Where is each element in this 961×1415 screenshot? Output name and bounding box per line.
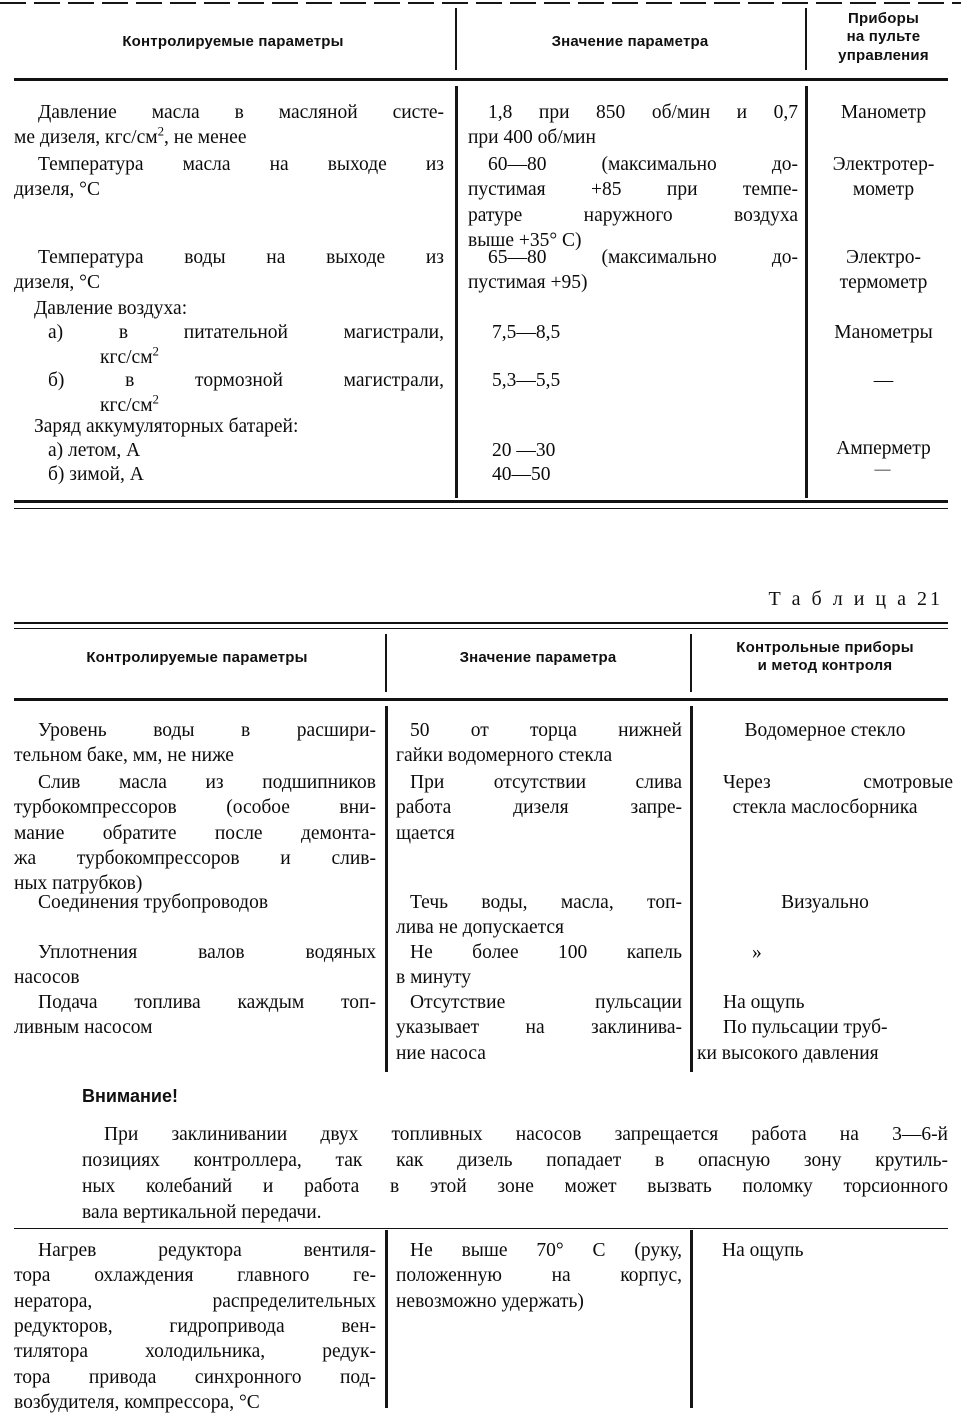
table-21-top-rule-2 xyxy=(14,628,948,629)
param-line: Нагрев редуктора вентиля- xyxy=(38,1240,376,1261)
param-line: дизеля, °С xyxy=(14,179,100,201)
device-line: мометр xyxy=(852,179,915,201)
param-line: ме дизеля, кгс/$см^2$, не менее xyxy=(14,124,247,149)
table-20-body-divider-1 xyxy=(455,86,458,498)
table-20-row-1-param xyxy=(14,100,444,151)
value-line: 50 от торца нижней xyxy=(410,720,682,741)
sub-item-line: б) зимой, А xyxy=(48,464,144,485)
param-line: редукторов, гидропривода вен- xyxy=(14,1316,376,1338)
table-20-row-5-sub-a xyxy=(48,438,444,463)
table-20-row-4-param xyxy=(14,296,444,321)
param-line: Уплотнения валов водяных xyxy=(38,942,376,963)
value-line: при 400 об/мин xyxy=(468,127,596,149)
param-line: тилятора холодильника, редук- xyxy=(14,1341,376,1363)
table-21-body-divider-2 xyxy=(690,706,693,1072)
device-line: Электротер- xyxy=(832,154,935,175)
table-20-row-5-value-b: 40—50 xyxy=(492,464,551,485)
warning-line: ных колебаний и работа в этой зоне может вызвать поломку торсионного xyxy=(82,1175,948,1197)
table-21-row-4-param xyxy=(14,940,376,991)
table-20-row-5-value-a: 20 —30 xyxy=(492,440,556,461)
value-line: пустимая +95) xyxy=(468,272,588,294)
param-line: тора охлаждения главного ге- xyxy=(14,1265,376,1287)
param-line: ных патрубков) xyxy=(14,873,143,895)
param-line: ливным насосом xyxy=(14,1017,153,1039)
value-line: ние насоса xyxy=(396,1042,486,1064)
value-line: 60—80 (максимально до- xyxy=(488,154,798,175)
table-20-row-4-sub-a xyxy=(48,320,444,371)
table-20-row-3-device xyxy=(812,245,955,296)
value-line: При отсутствии слива xyxy=(410,772,682,793)
sub-item-line: а) летом, А xyxy=(48,440,141,461)
table-21-row-3-value xyxy=(396,890,682,941)
value-line: лива не допускается xyxy=(396,917,564,939)
table-20-header-divider-1 xyxy=(455,8,457,70)
value-line: 1,8 при 850 об/мин и 0,7 xyxy=(488,102,798,123)
param-line: Подача топлива каждым топ- xyxy=(38,992,376,1013)
table-21-last-row-top-rule xyxy=(14,1228,948,1229)
table-21-header-divider-2 xyxy=(690,634,692,692)
table-21-row-2-param xyxy=(14,770,376,897)
param-line: Температура масла на выходе из xyxy=(38,154,444,175)
param-line: Уровень воды в расшири- xyxy=(38,720,376,741)
table-20-header-col1: Контролируемые параметры xyxy=(122,33,344,50)
param-line: Давление воздуха: xyxy=(34,298,188,319)
table-21-header-divider-1 xyxy=(385,634,387,692)
param-line: мание обратите после демонта- xyxy=(14,822,376,844)
table-20-bottom-rule-2 xyxy=(14,508,948,509)
table-21-row-1-method: Водомерное стекло xyxy=(744,720,906,741)
table-21-header-col2: Значение параметра xyxy=(459,649,617,666)
table-20-row-5-param xyxy=(14,414,444,439)
table-20-body-divider-2 xyxy=(805,86,808,498)
value-line: Не более 100 капель xyxy=(410,942,682,963)
table-21-row-4-value xyxy=(396,940,682,991)
method-line: На ощупь xyxy=(723,992,805,1013)
param-line: тора привода синхронного под- xyxy=(14,1366,376,1388)
method-line: ки высокого давления xyxy=(697,1042,879,1064)
value-line: Не выше 70° С (руку, xyxy=(410,1240,682,1261)
table-21-last-row-method: На ощупь xyxy=(722,1240,804,1261)
table-20-bottom-rule-1 xyxy=(14,500,948,503)
table-20-top-rule xyxy=(0,2,961,4)
table-21-header-col3-line1: Контрольные приборы xyxy=(736,639,914,656)
value-line: щается xyxy=(396,822,455,844)
value-line: гайки водомерного стекла xyxy=(396,745,613,767)
table-21-body-divider-1 xyxy=(385,706,388,1072)
param-line: Температура воды на выходе из xyxy=(38,247,444,268)
table-20-header-col3 xyxy=(812,10,955,65)
value-line: невозможно удержать) xyxy=(396,1290,584,1312)
warning-line: вала вертикальной передачи. xyxy=(82,1201,322,1223)
value-line: указывает на заклинива- xyxy=(396,1017,682,1039)
param-line: Заряд аккумуляторных батарей: xyxy=(34,416,299,437)
table-20-row-4-sub-b xyxy=(48,368,444,419)
sub-item-line: кгс/$см^2$ xyxy=(100,344,159,369)
table-20-row-5-sub-b xyxy=(48,462,444,487)
param-line: возбудителя, компрессора, °С xyxy=(14,1392,260,1414)
table-21-header-col3 xyxy=(697,639,953,676)
warning-line: При заклинивании двух топливных насосов запрещается работа на 3—6-й xyxy=(104,1124,948,1145)
param-line: тельном баке, мм, не ниже xyxy=(14,745,234,767)
method-line: По пульсации труб- xyxy=(723,1017,888,1039)
table-21-row-5-value xyxy=(396,990,682,1066)
param-line: дизеля, °С xyxy=(14,272,100,294)
table-21-row-2-value xyxy=(396,770,682,846)
value-line: 65—80 (максимально до- xyxy=(488,247,798,268)
table-20-row-2-device xyxy=(812,152,955,203)
value-line: ратуре наружного воздуха xyxy=(468,204,798,226)
value-line: выше +35° С) xyxy=(468,230,582,252)
table-21-header-bottom-rule xyxy=(14,698,948,701)
param-line: турбокомпрессоров (особое вни- xyxy=(14,797,376,819)
table-20-row-5-device-a: Амперметр xyxy=(836,438,931,459)
warning-title: Внимание! xyxy=(82,1086,178,1106)
method-line: Через смотровые xyxy=(723,772,953,793)
table-20-row-4-device-b: — xyxy=(873,370,894,391)
table-20-row-4-value-a: 7,5—8,5 xyxy=(492,322,561,343)
table-21-last-row-param xyxy=(14,1238,376,1415)
value-line: работа дизеля запре- xyxy=(396,797,682,819)
sub-item-line: а) в питательной магистрали, xyxy=(48,322,444,343)
sub-item-line: б) в тормозной магистрали, xyxy=(48,370,444,391)
param-line: нератора, распределительных xyxy=(14,1290,376,1312)
table-21-last-divider-2 xyxy=(690,1230,693,1408)
param-line: жа турбокомпрессоров и слив- xyxy=(14,848,376,870)
table-21-row-5-method xyxy=(697,990,953,1066)
table-20-row-3-param xyxy=(14,245,444,296)
warning-body xyxy=(82,1122,948,1226)
table-20-row-2-value xyxy=(468,152,798,253)
table-21-row-5-param xyxy=(14,990,376,1041)
table-21-row-3-method: Визуально xyxy=(781,892,869,913)
table-20-header-col3-line3: управления xyxy=(838,46,929,64)
table-21-row-3-param: Соединения трубопроводов xyxy=(38,892,269,913)
table-20-row-4-device-a: Манометры xyxy=(834,322,933,343)
warning-line: позициях контроллера, так как дизель попадает в опасную зону крутиль- xyxy=(82,1149,948,1171)
method-line: стекла маслосборника xyxy=(732,797,918,819)
value-line: Отсутствие пульсации xyxy=(410,992,682,1013)
table-21-row-1-param xyxy=(14,718,376,769)
param-line: Давление масла в масляной систе- xyxy=(38,102,444,123)
table-20-header-col3-line1: Приборы xyxy=(848,10,919,27)
table-20-row-5-device-b: — xyxy=(874,461,893,478)
table-21-row-4-method: » xyxy=(752,942,762,963)
table-21-header-col1: Контролируемые параметры xyxy=(86,649,308,666)
table-21-row-1-value xyxy=(396,718,682,769)
table-21-row-2-method xyxy=(697,770,953,821)
table-20-header-col3-line2: на пульте xyxy=(846,28,921,46)
value-line: Течь воды, масла, топ- xyxy=(410,892,682,913)
device-line: Электро- xyxy=(846,247,921,268)
value-line: пустимая +85 при темпе- xyxy=(468,179,798,201)
table-21-last-row-value xyxy=(396,1238,682,1314)
table-21-last-divider-1 xyxy=(385,1230,388,1408)
table-21-header-col3-line2: и метод контроля xyxy=(757,657,893,675)
table-20-row-1-device: Манометр xyxy=(840,102,927,123)
table-20-header-divider-2 xyxy=(805,8,807,70)
param-line: Слив масла из подшипников xyxy=(38,772,376,793)
table-20-row-3-value xyxy=(468,245,798,296)
table-21-top-rule-1 xyxy=(14,622,948,624)
table-20-header-col2: Значение параметра xyxy=(551,33,709,50)
table-20-row-2-param xyxy=(14,152,444,203)
table-21-caption: Т а б л и ц а 21 xyxy=(768,588,943,610)
table-20-header-bottom-rule xyxy=(14,78,948,81)
device-line: термометр xyxy=(839,272,928,294)
table-20-row-4-value-b: 5,3—5,5 xyxy=(492,370,561,391)
value-line: положенную на корпус, xyxy=(396,1265,682,1287)
table-20-row-1-value xyxy=(468,100,798,151)
sub-item-line: кгс/$см^2$ xyxy=(100,392,159,417)
value-line: в минуту xyxy=(396,967,472,989)
param-line: насосов xyxy=(14,967,80,989)
